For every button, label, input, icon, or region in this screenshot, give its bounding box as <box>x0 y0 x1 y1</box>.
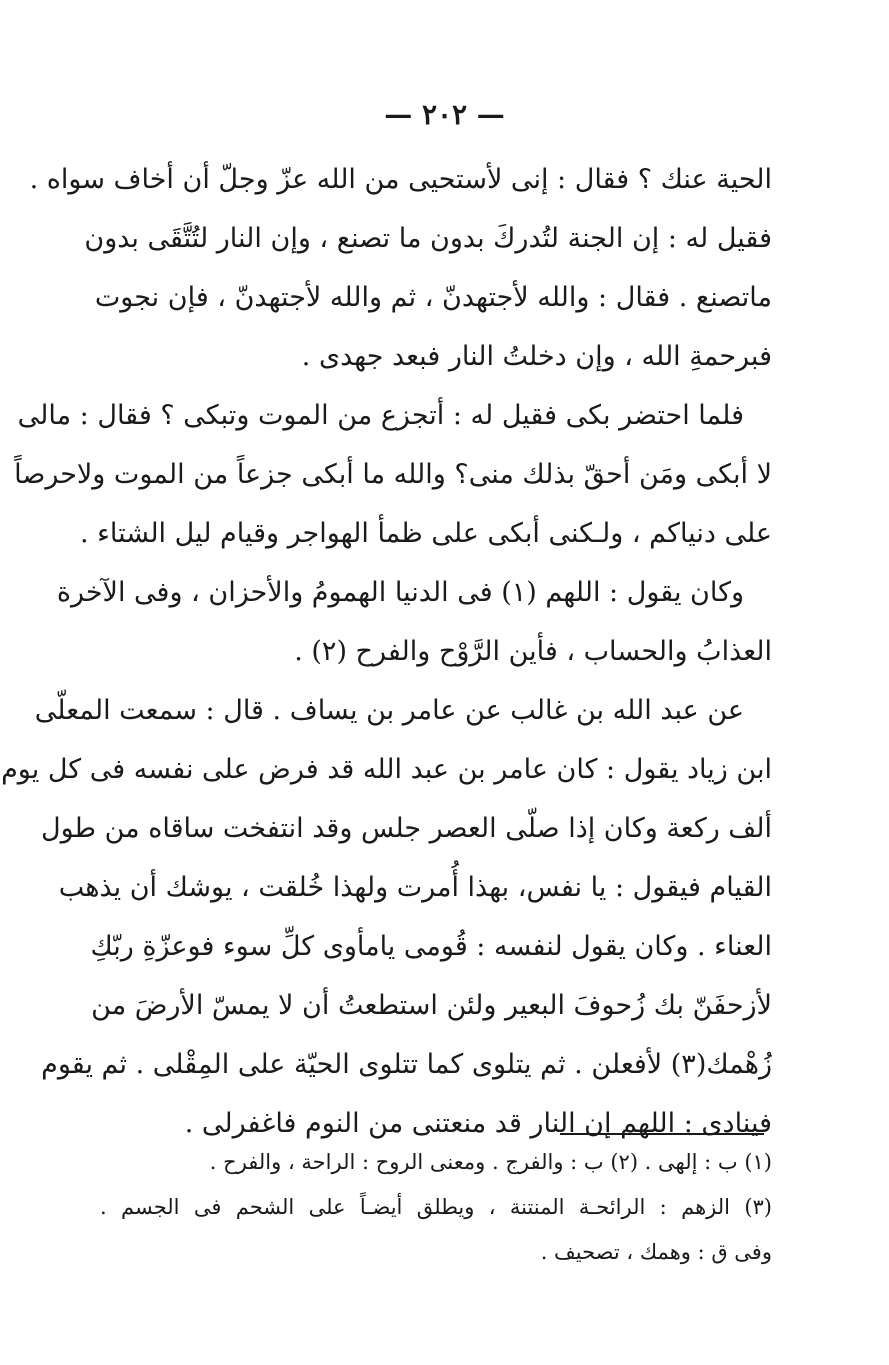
text-line: وكان يقول : اللهم (١) فى الدنيا الهمومُ والأحزان ، وفى الآخرة <box>56 577 744 608</box>
footnote-line: (١) ب : إلهى . (٢) ب : والفرج . ومعنى الروح : الراحة ، والفرح . <box>209 1150 772 1174</box>
footnote-divider <box>560 1133 764 1135</box>
footnote-line: (٣) الزهم : الرائحـة المنتنة ، ويطلق أيضـاً على الشحم فى الجسم . <box>100 1195 772 1219</box>
text-line: فقيل له : إن الجنة لتُدركَ بدون ما تصنع ، وإن النار لتُتَّقَى بدون <box>84 223 772 254</box>
body-text <box>1 150 772 1153</box>
text-line: ابن زياد يقول : كان عامر بن عبد الله قد فرض على نفسه فى كل يوم <box>1 754 772 785</box>
text-line: العذابُ والحساب ، فأين الرَّوْح والفرح (٢) . <box>294 636 772 667</box>
text-line: القيام فيقول : يا نفس، بهذا أُمرت ولهذا خُلقت ، يوشك أن يذهب <box>58 872 772 903</box>
footnote-line: وفى ق : وهمك ، تصحيف . <box>540 1240 772 1264</box>
text-line: فينادى : اللهم إن النار قد منعتنى من النوم فاغفرلى . <box>184 1108 772 1139</box>
text-line: عن عبد الله بن غالب عن عامر بن يساف . قال : سمعت المعلّى <box>34 695 744 726</box>
page-number: — ٢٠٢ — <box>384 98 505 131</box>
text-line: الحية عنك ؟ فقال : إنى لأستحيى من الله عزّ وجلّ أن أخاف سواه . <box>29 164 772 195</box>
text-line: ألف ركعة وكان إذا صلّى العصر جلس وقد انتفخت ساقاه من طول <box>40 813 772 844</box>
text-line: العناء . وكان يقول لنفسه : قُومى يامأوى كلِّ سوء فوعزّةِ ربّكِ <box>90 931 772 962</box>
text-line: فبرحمةِ الله ، وإن دخلتُ النار فبعد جهدى . <box>301 341 772 372</box>
text-line: على دنياكم ، ولـكنى أبكى على ظمأ الهواجر وقيام ليل الشتاء . <box>80 518 772 549</box>
text-line: لأزحفَنّ بك زُحوفَ البعير ولئن استطعتُ أن لا يمسّ الأرضَ من <box>91 990 772 1021</box>
footnotes <box>100 1140 772 1275</box>
text-line: فلما احتضر بكى فقيل له : أتجزع من الموت وتبكى ؟ فقال : مالى <box>17 400 744 431</box>
text-line: لا أبكى ومَن أحقّ بذلك منى؟ والله ما أبكى جزعاً من الموت ولاحرصاً <box>14 459 772 490</box>
text-line: زُهْمك(٣) لأفعلن . ثم يتلوى كما تتلوى الحيّة على المِقْلى . ثم يقوم <box>41 1049 772 1080</box>
text-line: ماتصنع . فقال : والله لأجتهدنّ ، ثم والله لأجتهدنّ ، فإن نجوت <box>94 282 772 313</box>
